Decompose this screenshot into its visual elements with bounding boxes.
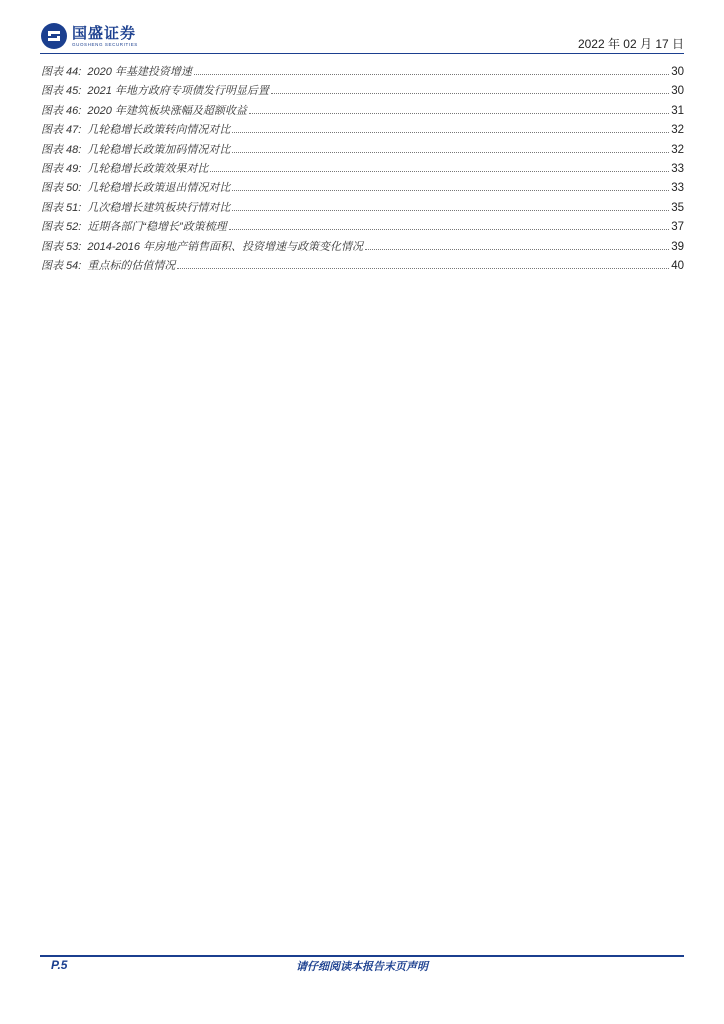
figure-list-item[interactable] [41,199,684,218]
figure-title: 几轮稳增长政策加码情况对比 [87,143,231,156]
figure-page-number: 30 [671,66,684,78]
figure-label: 图表 44: [41,66,82,78]
report-date: 2022 年 02 月 17 日 [577,37,684,51]
figure-page-number: 32 [671,124,684,137]
figure-title: 2020 年建筑板块涨幅及超额收益 [87,104,247,117]
figure-label: 图表 45: [41,85,82,98]
header-divider [40,53,684,54]
figure-label: 图表 46: [41,104,82,117]
dot-leader [210,171,669,172]
figure-title: 几次稳增长建筑板块行情对比 [87,201,231,214]
figure-label: 图表 49: [41,162,82,175]
dot-leader [232,210,669,211]
figure-list-item[interactable] [41,102,684,121]
dot-leader [232,132,669,133]
figure-title: 2014-2016 年房地产销售面积、投资增速与政策变化情况 [87,240,364,253]
logo-english-name: GUOSHENG SECURITIES [72,41,138,47]
figure-list [41,63,684,276]
figure-list-item[interactable] [41,141,684,160]
page-number: P.5 [51,958,68,972]
figure-list-item[interactable] [41,257,684,276]
figure-title: 2021 年地方政府专项债发行明显后置 [87,85,269,98]
dot-leader [194,74,669,75]
dot-leader [177,268,669,269]
dot-leader [365,249,669,250]
figure-title: 重点标的估值情况 [87,259,176,272]
footer-divider [40,955,684,957]
dot-leader [249,113,669,114]
figure-label: 图表 51: [41,201,82,214]
figure-label: 图表 47: [41,124,82,137]
dot-leader [232,152,669,153]
figure-title: 几轮稳增长政策退出情况对比 [87,182,231,195]
guosheng-logo-icon [40,22,68,50]
figure-title: 几轮稳增长政策转向情况对比 [87,124,231,137]
logo-chinese-name: 国盛证券 [72,23,137,42]
figure-page-number: 32 [671,143,684,156]
figure-title: 近期各部门“稳增长”政策梳理 [87,221,227,234]
page-header [0,0,724,52]
figure-page-number: 30 [671,85,684,98]
figure-label: 图表 53: [41,240,82,253]
figure-label: 图表 52: [41,221,82,234]
company-logo [40,22,138,50]
dot-leader [232,190,669,191]
figure-page-number: 33 [671,182,684,195]
figure-label: 图表 50: [41,182,82,195]
figure-page-number: 40 [671,259,684,272]
figure-title: 几轮稳增长政策效果对比 [87,162,209,175]
figure-title: 2020 年基建投资增速 [87,66,192,78]
figure-list-item[interactable] [41,63,684,82]
figure-page-number: 37 [671,221,684,234]
figure-list-item[interactable] [41,218,684,237]
figure-list-item[interactable] [41,82,684,101]
figure-label: 图表 48: [41,143,82,156]
figure-page-number: 31 [671,104,684,117]
figure-label: 图表 54: [41,259,82,272]
figure-list-item[interactable] [41,121,684,140]
figure-list-item[interactable] [41,238,684,257]
figure-page-number: 33 [671,162,684,175]
disclaimer-note: 请仔细阅读本报告末页声明 [296,960,428,973]
figure-page-number: 35 [671,201,684,214]
figure-list-item[interactable] [41,179,684,198]
dot-leader [229,229,670,230]
dot-leader [271,93,669,94]
figure-page-number: 39 [671,240,684,253]
figure-list-item[interactable] [41,160,684,179]
